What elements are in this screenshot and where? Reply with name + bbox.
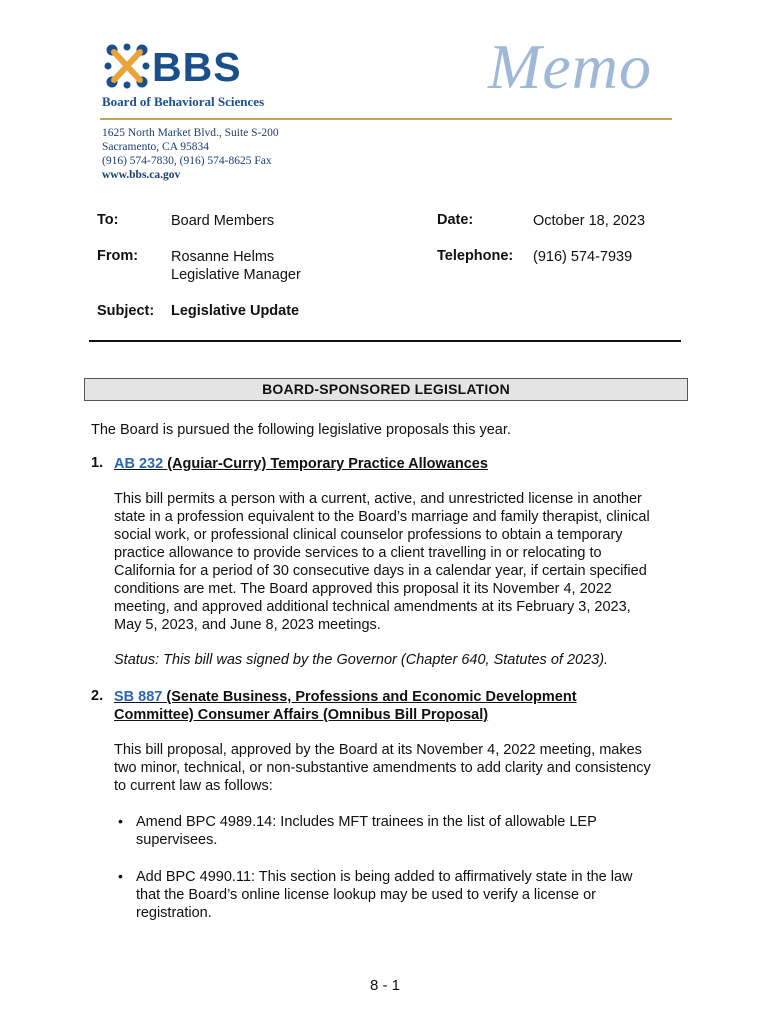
bullet-line: registration. (136, 905, 212, 921)
date-label: Date: (437, 212, 474, 228)
page-number: 8 - 1 (369, 977, 400, 994)
section-intro: The Board is pursued the following legislative proposals this year. (91, 422, 511, 438)
bill-link[interactable]: SB 887 (114, 689, 163, 705)
to-label: To: (97, 212, 119, 228)
body-line: practice allowance to provide services to a client travelling in or relocating to (114, 545, 602, 561)
item-number: 1. (91, 455, 104, 471)
bullet-line: Amend BPC 4989.14: Includes MFT trainees in the list of allowable LEP (136, 814, 597, 830)
bullet-line: Add BPC 4990.11: This section is being added to affirmatively state in the law (136, 869, 633, 885)
subject-label: Subject: (97, 303, 155, 319)
item-title (114, 455, 488, 473)
list-item (136, 813, 597, 849)
bill-link[interactable]: AB 232 (114, 456, 164, 472)
body-line: This bill proposal, approved by the Board at its November 4, 2022 meeting, makes (114, 742, 642, 758)
from-name: Rosanne Helms (171, 249, 275, 265)
bullet-line: supervisees. (136, 832, 218, 848)
bill-title: (Aguiar-Curry) Temporary Practice Allowances (167, 456, 488, 472)
telephone-value: (916) 574-7939 (533, 249, 633, 265)
bullet-line: that the Board’s online license lookup may be used to verify a license or (136, 887, 596, 903)
item-number: 2. (91, 688, 104, 704)
bill-title-cont: Committee) Consumer Affairs (Omnibus Bill Proposal) (114, 707, 489, 723)
address-line-2: Sacramento, CA 95834 (102, 141, 209, 153)
list-item (136, 868, 633, 922)
item-body (114, 490, 650, 634)
item-title (114, 688, 577, 724)
body-line: conditions are met. The Board approved this proposal it its November 4, 2022 (114, 581, 612, 597)
address-line-1: 1625 North Market Blvd., Suite S-200 (102, 127, 279, 139)
from-label: From: (97, 248, 139, 264)
bullet-icon: • (118, 813, 123, 829)
body-line: two minor, technical, or non-substantive amendments to add clarity and consistency (114, 760, 651, 776)
telephone-label: Telephone: (437, 248, 514, 264)
bbs-logo-icon (104, 42, 150, 90)
website-link[interactable]: www.bbs.ca.gov (102, 169, 181, 181)
section-heading: BOARD-SPONSORED LEGISLATION (84, 378, 688, 401)
to-value: Board Members (171, 213, 275, 229)
date-value: October 18, 2023 (533, 213, 646, 229)
item-body (114, 741, 651, 795)
logo-wordmark: BBS (152, 44, 242, 90)
item-status: Status: This bill was signed by the Governor (Chapter 640, Statutes of 2023). (114, 652, 609, 668)
bullet-icon: • (118, 868, 123, 884)
body-line: to current law as follows: (114, 778, 273, 794)
body-line: meeting, and approved additional technical amendments at its February 3, 2023, (114, 599, 631, 615)
memo-title: Memo (488, 31, 652, 102)
from-title: Legislative Manager (171, 267, 301, 283)
body-line: May 5, 2023, and June 8, 2023 meetings. (114, 617, 381, 633)
org-name: Board of Behavioral Sciences (102, 94, 265, 109)
body-line: This bill permits a person with a current, active, and unrestricted license in another (114, 491, 642, 507)
subject-value: Legislative Update (171, 303, 300, 319)
bill-title: (Senate Business, Professions and Economic Development (166, 689, 577, 705)
body-line: state in a profession equivalent to the Board’s marriage and family therapist, clinical (114, 509, 650, 525)
header-divider (89, 340, 681, 342)
body-line: California for a period of 30 consecutive days in a calendar year, if certain specified (114, 563, 647, 579)
phone-fax: (916) 574-7830, (916) 574-8625 Fax (102, 155, 272, 167)
letterhead-divider (100, 118, 672, 120)
body-line: social work, or professional clinical counselor professions to obtain a temporary (114, 527, 623, 543)
